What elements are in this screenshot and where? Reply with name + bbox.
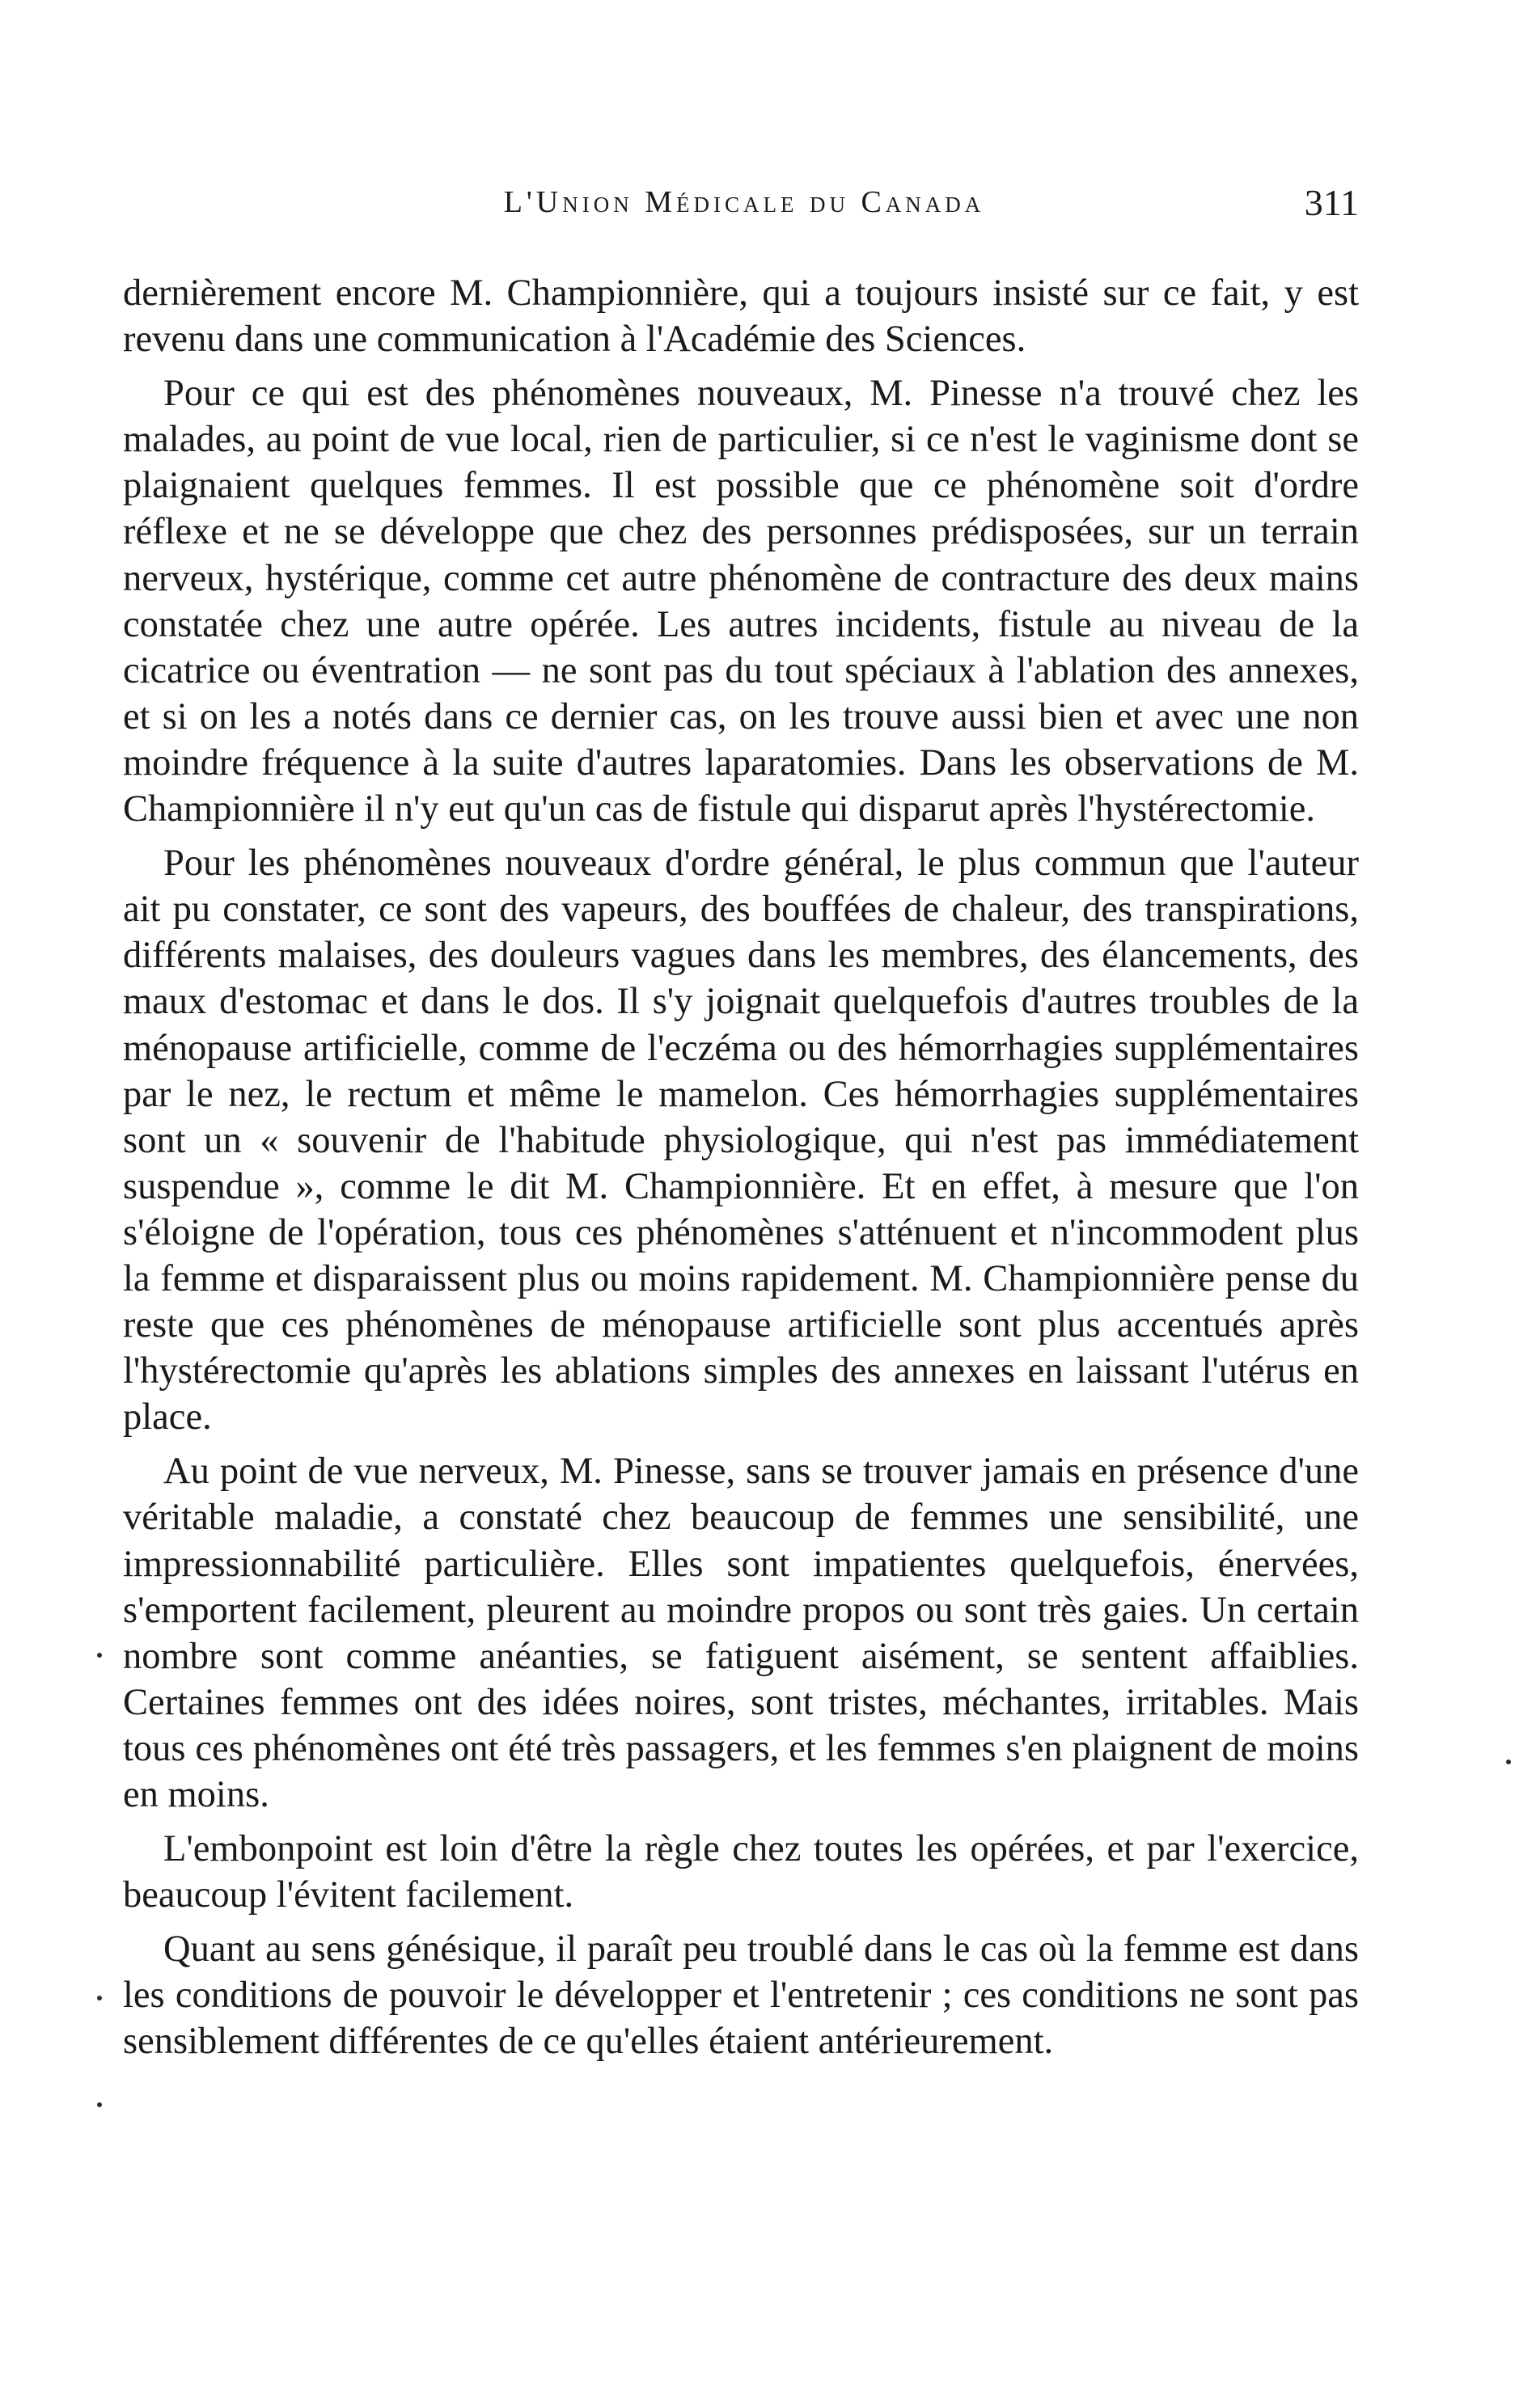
page-number: 311 (1304, 182, 1359, 223)
paragraph-nervous-aspect: Au point de vue nerveux, M. Pinesse, sans se trouver jamais en présence d'une véritable maladie, a constaté chez beaucoup de femmes une sensibilité, une impressionnabilité particulière. Elles sont impatientes quelquefois, énervées, s'emportent facilement, pleurent au moindre propos ou sont très gaies. Un certain nombre sont comme anéanties, se fatiguent aisément, se sentent affaiblies. Certaines femmes ont des idées noires, sont tristes, méchantes, irritables. Mais tous ces phénomènes ont été très passagers, et les femmes s'en plaignent de moins en moins. (123, 1451, 1359, 1815)
margin-mark (97, 1996, 102, 2000)
margin-mark (97, 1653, 102, 1658)
body-text (123, 270, 1359, 2073)
paragraph-continuation: dernièrement encore M. Championnière, qui a toujours insisté sur ce fait, y est revenu dans une communication à l'Académie des Sciences. (123, 272, 1359, 361)
margin-mark (1506, 1760, 1511, 1764)
margin-mark (97, 2102, 102, 2107)
paragraph-genesic-sense: Quant au sens génésique, il paraît peu troublé dans le cas où la femme est dans les conditions de pouvoir le développer et l'entretenir ; ces conditions ne sont pas sensiblement différentes de ce qu'elles étaient antérieurement. (123, 1929, 1359, 2063)
journal-title: L'Union Médicale du Canada (503, 185, 985, 219)
paragraph-general-phenomena: Pour les phénomènes nouveaux d'ordre général, le plus commun que l'auteur ait pu constater, ce sont des vapeurs, des bouffées de chaleur, des transpirations, différents malaises, des douleurs vagues dans les membres, des élancements, des maux d'estomac et dans le dos. Il s'y joignait quelquefois d'autres troubles de la ménopause artificielle, comme de l'eczéma ou des hémorrhagies supplémentaires par le nez, le rectum et même le mamelon. Ces hémorrhagies supplémentaires sont un « souvenir de l'habitude physiologique, qui n'est pas immédiatement suspendue », comme le dit M. Championnière. Et en effet, à mesure que l'on s'éloigne de l'opération, tous ces phénomènes s'atténuent et n'incommodent plus la femme et disparaissent plus ou moins rapidement. M. Championnière pense du reste que ces phénomènes de ménopause artificielle sont plus accentués après l'hystérectomie qu'après les ablations simples des annexes en laissant l'utérus en place. (123, 843, 1359, 1438)
running-header (129, 184, 1359, 241)
paragraph-embonpoint: L'embonpoint est loin d'être la règle chez toutes les opérées, et par l'exercice, beaucoup l'évitent facilement. (123, 1828, 1359, 1916)
paragraph-new-phenomena: Pour ce qui est des phénomènes nouveaux, M. Pinesse n'a trouvé chez les malades, au point de vue local, rien de particulier, si ce n'est le vaginisme dont se plaignaient quelques femmes. Il est possible que ce phénomène soit d'ordre réflexe et ne se développe que chez des personnes prédisposées, sur un terrain nerveux, hystérique, comme cet autre phénomène de contracture des deux mains constatée chez une autre opérée. Les autres incidents, fistule au niveau de la cicatrice ou éventration — ne sont pas du tout spéciaux à l'ablation des annexes, et si on les a notés dans ce dernier cas, on les trouve aussi bien et avec une non moindre fréquence à la suite d'autres laparatomies. Dans les observations de M. Championnière il n'y eut qu'un cas de fistule qui disparut après l'hystérectomie. (123, 373, 1359, 830)
